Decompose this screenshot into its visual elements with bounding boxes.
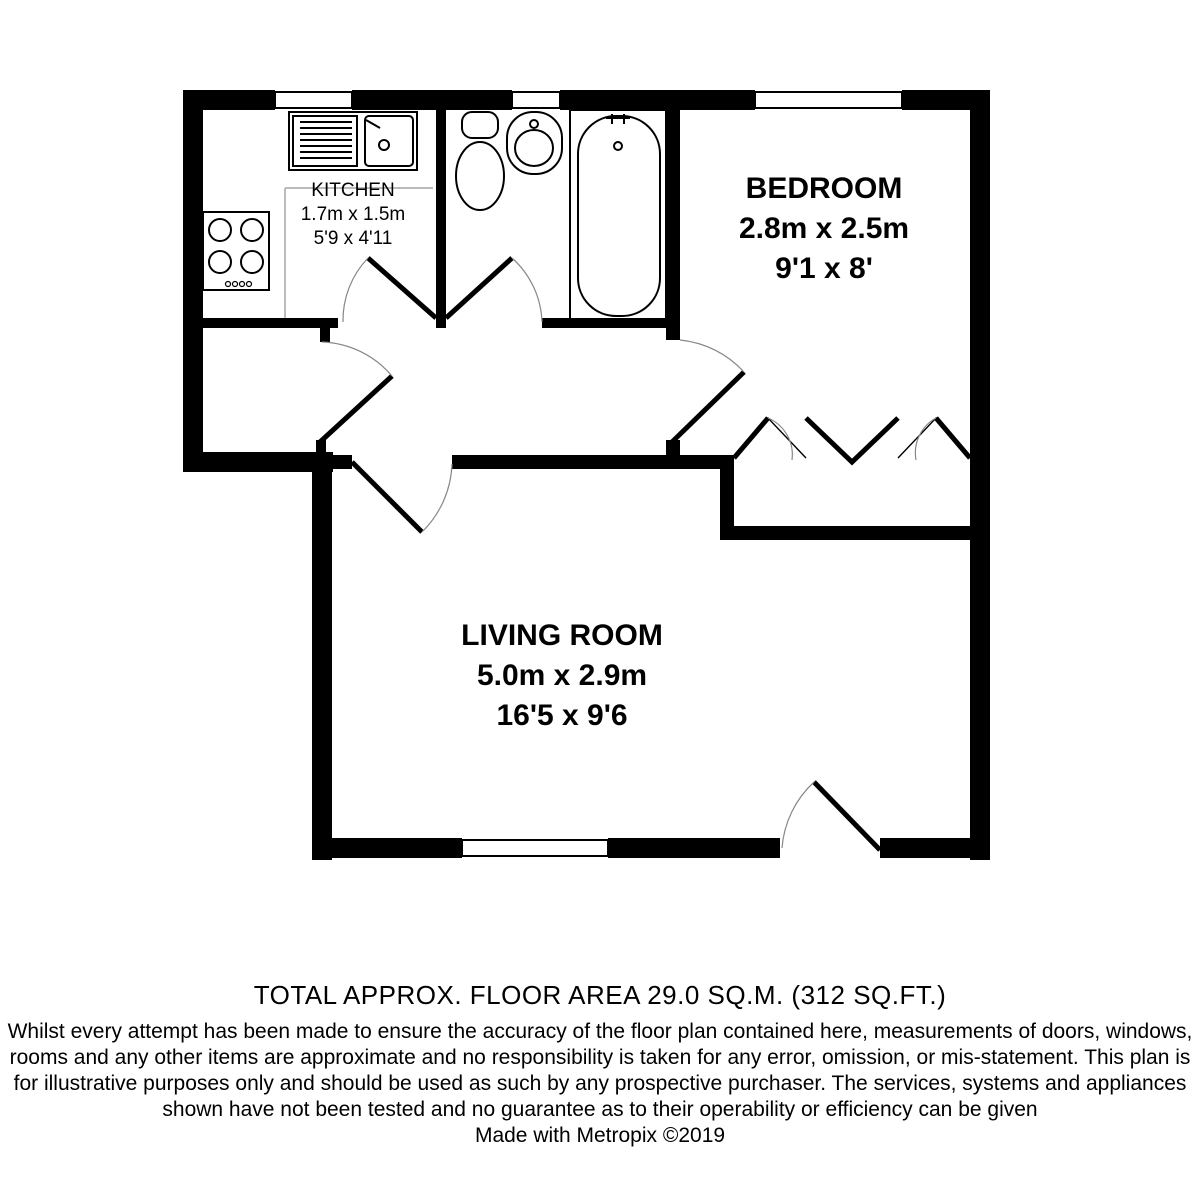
wall-living-left — [312, 452, 332, 860]
bath-plug — [614, 142, 622, 150]
wardrobe-swing-a — [768, 418, 792, 460]
doors — [320, 258, 970, 850]
wall-right — [970, 90, 990, 860]
wall-bottom-right — [880, 838, 990, 858]
living-room-label-group — [461, 619, 663, 732]
wall-kitchen-right — [436, 110, 446, 328]
kitchen-label-group — [301, 180, 406, 249]
door-bathroom-swing — [512, 258, 542, 322]
wall-left-upper — [183, 90, 203, 472]
door-bedroom-leaf — [672, 372, 744, 442]
hob-knobs — [226, 282, 252, 287]
door-living-leaf — [352, 462, 422, 532]
basin-tap — [530, 120, 538, 128]
door-entrance-swing — [782, 782, 814, 848]
wall-top-mid-a — [352, 90, 512, 110]
sink-drain — [379, 140, 389, 150]
wall-living-top-left — [332, 455, 352, 469]
kitchen-metric: 1.7m x 1.5m — [300, 204, 406, 225]
bedroom-name: BEDROOM — [745, 172, 903, 205]
wardrobe-doors-mid — [806, 418, 898, 462]
window-bedroom — [755, 92, 902, 108]
bedroom-label-group — [739, 172, 909, 285]
wall-bottom-mid — [608, 838, 780, 858]
wall-hall-stub-left — [320, 318, 330, 342]
door-bathroom-leaf — [446, 258, 512, 318]
living-room-imperial: 16'5 x 9'6 — [496, 699, 628, 732]
bedroom-imperial: 9'1 x 8' — [775, 252, 873, 285]
bathroom-fixtures — [456, 110, 666, 320]
hob-ring-2 — [241, 219, 263, 241]
bedroom-metric: 2.8m x 2.5m — [738, 212, 910, 245]
footer — [0, 980, 1200, 1149]
door-kitchen-swing — [343, 258, 368, 322]
living-room-metric: 5.0m x 2.9m — [476, 659, 648, 692]
door-bedroom-swing — [680, 340, 744, 372]
door-cupboard-leaf — [320, 376, 392, 442]
window-living — [462, 840, 608, 856]
bath-inner — [578, 116, 660, 316]
sink-tap — [366, 120, 380, 128]
hob-ring-4 — [241, 251, 263, 273]
drainer-grooves — [300, 122, 352, 158]
wardrobe-leaf-a — [734, 418, 768, 458]
wall-hall-bottom — [183, 452, 333, 472]
door-living-swing — [422, 464, 452, 532]
disclaimer-text: Whilst every attempt has been made to ensure the accuracy of the floor plan contained here, measurements of doors, windows, rooms and any other items are approximate and no responsibility is taken for any error, omission, or mis-statement. This plan is for illustrative purposes only and should be used as such by any prospective purchaser. The services, systems and appliances shown have not been tested and no guarantee as to their operability or efficiency can be given — [7, 1020, 1193, 1121]
basin-bowl — [515, 130, 553, 166]
hob-ring-3 — [209, 251, 231, 273]
kitchen-imperial: 5'9 x 4'11 — [313, 228, 393, 249]
door-entrance-leaf — [814, 782, 880, 850]
total-floor-area: TOTAL APPROX. FLOOR AREA 29.0 SQ.M. (312 SQ.FT.) — [253, 980, 947, 1010]
wardrobe-leaf-d — [936, 418, 970, 458]
toilet-cistern — [462, 112, 498, 138]
wardrobe-swing-d — [915, 418, 936, 460]
hob-ring-1 — [209, 219, 231, 241]
door-kitchen-leaf — [368, 258, 436, 318]
window-kitchen — [275, 92, 352, 108]
wardrobe-doors-right — [898, 418, 970, 458]
wall-kitchen-bottom — [203, 318, 338, 328]
wall-bedroom-bottom — [720, 526, 980, 540]
wall-bath-right — [666, 110, 680, 340]
toilet-bowl — [456, 142, 504, 210]
wall-living-top — [452, 455, 734, 469]
living-room-name: LIVING ROOM — [461, 619, 663, 652]
hob — [203, 212, 269, 290]
wall-bottom-left — [312, 838, 462, 858]
wall-top-mid-b — [560, 90, 755, 110]
kitchen-name: KITCHEN — [311, 180, 395, 201]
door-cupboard-swing — [322, 342, 392, 376]
metropix-credit: Made with Metropix ©2019 — [474, 1124, 726, 1147]
wardrobe-doors-left — [734, 418, 806, 458]
window-bathroom — [512, 92, 560, 108]
